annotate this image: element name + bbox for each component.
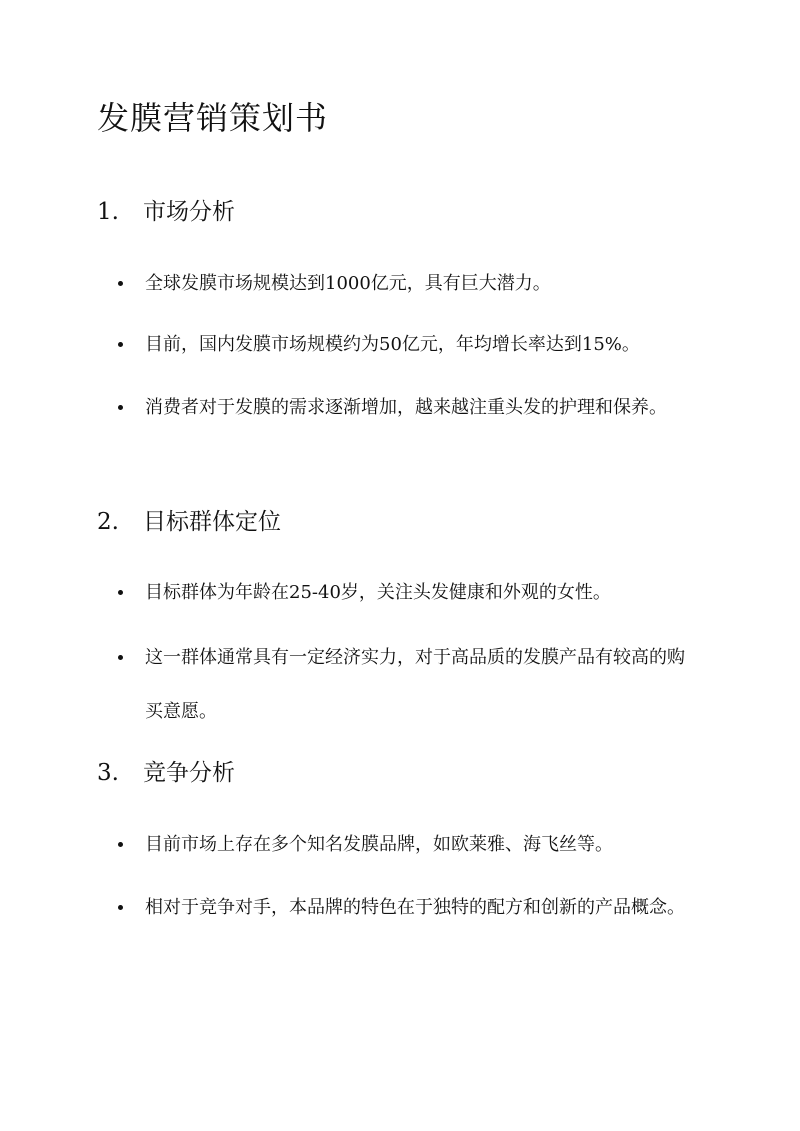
list-item-text: 目前市场上存在多个知名发膜品牌，如欧莱雅、海飞丝等。 [145,834,613,855]
section-heading-target-group [97,506,281,538]
bullet-dot-icon [118,342,123,347]
section-number: 1. [97,199,119,225]
section-title: 竞争分析 [143,760,235,786]
list-item-text: 这一群体通常具有一定经济实力，对于高品质的发膜产品有较高的购买意愿。 [145,647,685,722]
bullet-dot-icon [118,281,123,286]
list-item-text: 目前，国内发膜市场规模约为50亿元，年均增长率达到15%。 [145,334,640,355]
list-item [118,818,688,872]
section-title: 市场分析 [143,199,235,225]
bullet-dot-icon [118,905,123,910]
list-item [118,318,688,372]
section-heading-competition-analysis [97,757,235,789]
section-number: 2. [97,509,119,535]
bullet-dot-icon [118,842,123,847]
list-item [118,566,688,620]
bullet-dot-icon [118,405,123,410]
section-heading-market-analysis [97,196,235,228]
list-item [118,881,688,935]
list-item-text: 相对于竞争对手，本品牌的特色在于独特的配方和创新的产品概念。 [145,897,685,918]
bullet-dot-icon [118,655,123,660]
list-item [118,631,688,739]
list-item-text: 目标群体为年龄在25-40岁，关注头发健康和外观的女性。 [145,582,611,603]
bullet-dot-icon [118,590,123,595]
section-title: 目标群体定位 [143,509,281,535]
list-item [118,381,688,435]
document-title: 发膜营销策划书 [97,99,329,137]
section-number: 3. [97,760,119,786]
list-item-text: 消费者对于发膜的需求逐渐增加，越来越注重头发的护理和保养。 [145,397,667,418]
list-item [118,257,688,311]
list-item-text: 全球发膜市场规模达到1000亿元，具有巨大潜力。 [145,273,551,294]
